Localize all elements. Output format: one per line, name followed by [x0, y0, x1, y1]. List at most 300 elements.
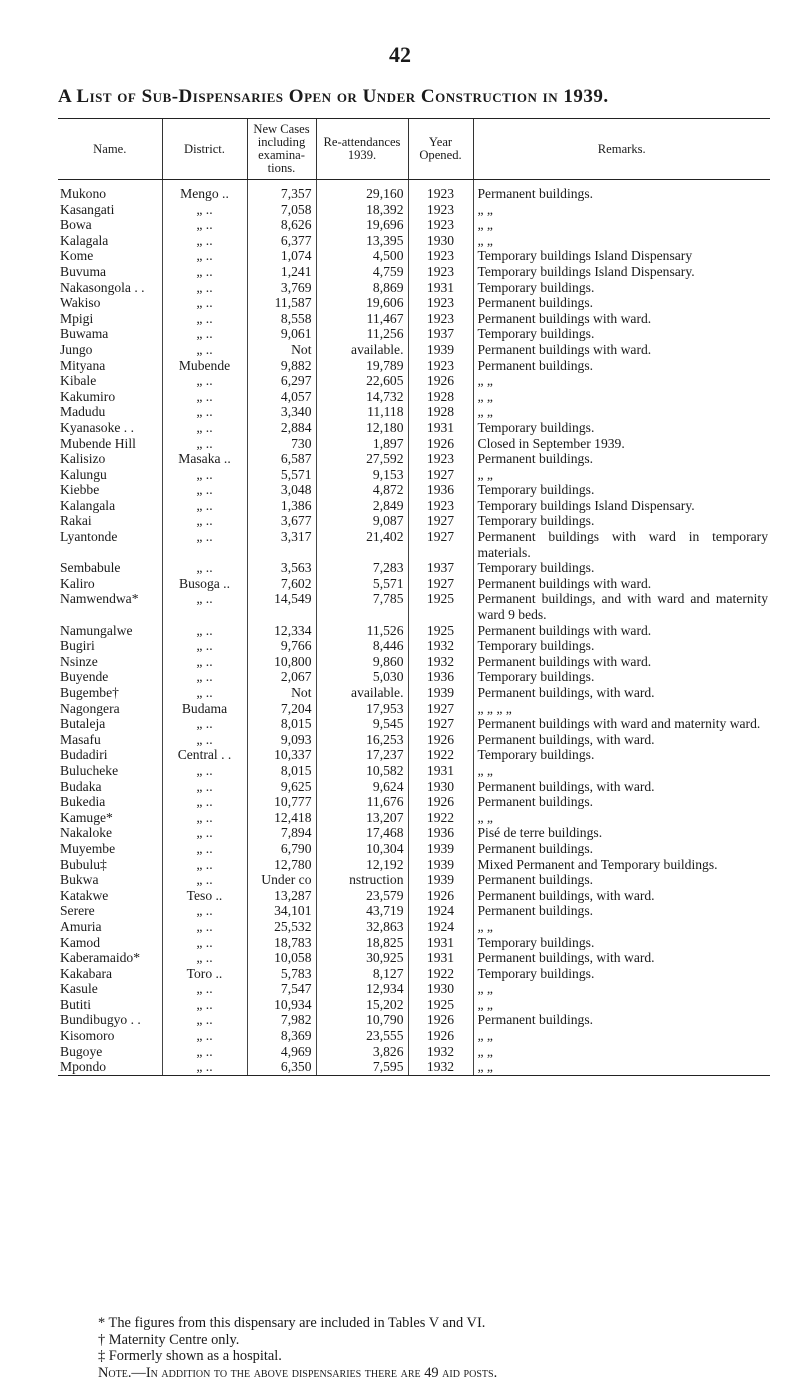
- table-row: [58, 591, 770, 622]
- column-header-reattendances: Re-attendances 1939.: [316, 119, 408, 180]
- cell-year-opened: 1926: [408, 794, 473, 810]
- cell-reattendances: 7,283: [316, 560, 408, 576]
- cell-new-cases: 5,571: [247, 467, 316, 483]
- cell-remarks: „ „: [473, 217, 770, 233]
- cell-remarks: Permanent buildings.: [473, 872, 770, 888]
- cell-name: Katakwe: [60, 887, 109, 903]
- cell-reattendances: available.: [316, 342, 408, 358]
- cell-remarks: „ „: [473, 763, 770, 779]
- cell-new-cases: 7,204: [247, 701, 316, 717]
- cell-year-opened: 1923: [408, 217, 473, 233]
- cell-year-opened: 1927: [408, 701, 473, 717]
- cell-year-opened: 1927: [408, 513, 473, 529]
- table-row: [58, 903, 770, 919]
- cell-district: Budama: [162, 701, 247, 717]
- cell-remarks: Permanent buildings with ward.: [473, 654, 770, 670]
- cell-remarks: Temporary buildings.: [473, 420, 770, 436]
- cell-district: Toro ..: [162, 966, 247, 982]
- cell-district: „ ..: [162, 903, 247, 919]
- table-row: [58, 919, 770, 935]
- cell-district: „ ..: [162, 280, 247, 296]
- cell-year-opened: 1932: [408, 1044, 473, 1060]
- cell-year-opened: 1922: [408, 747, 473, 763]
- cell-name: Kaliro: [60, 575, 95, 591]
- cell-year-opened: 1931: [408, 935, 473, 951]
- cell-remarks: Temporary buildings Island Dispensary.: [473, 498, 770, 514]
- cell-name: Amuria: [60, 918, 102, 934]
- cell-remarks: „ „: [473, 997, 770, 1013]
- table-row: [58, 810, 770, 826]
- cell-district: „ ..: [162, 732, 247, 748]
- cell-name: Kaberamaido*: [60, 950, 141, 966]
- cell-name: Kamod: [60, 934, 101, 950]
- cell-reattendances: 16,253: [316, 732, 408, 748]
- cell-district: Mengo ..: [162, 180, 247, 202]
- cell-year-opened: 1926: [408, 732, 473, 748]
- cell-name: Buwama: [60, 326, 109, 342]
- table-row: [58, 342, 770, 358]
- cell-reattendances: 13,207: [316, 810, 408, 826]
- table-row: [58, 857, 770, 873]
- cell-district: „ ..: [162, 342, 247, 358]
- cell-remarks: Closed in September 1939.: [473, 436, 770, 452]
- cell-district: Teso ..: [162, 888, 247, 904]
- cell-new-cases: 8,558: [247, 311, 316, 327]
- cell-name: Mubende Hill: [60, 435, 136, 451]
- table-row: [58, 295, 770, 311]
- cell-district: „ ..: [162, 779, 247, 795]
- cell-name: Namwendwa*: [60, 591, 139, 607]
- table-row: [58, 529, 770, 560]
- cell-year-opened: 1927: [408, 467, 473, 483]
- cell-new-cases: 4,969: [247, 1044, 316, 1060]
- cell-reattendances: 11,118: [316, 404, 408, 420]
- cell-new-cases: 13,287: [247, 888, 316, 904]
- cell-reattendances: 23,579: [316, 888, 408, 904]
- cell-year-opened: 1922: [408, 966, 473, 982]
- cell-district: „ ..: [162, 669, 247, 685]
- cell-district: „ ..: [162, 935, 247, 951]
- cell-district: „ ..: [162, 217, 247, 233]
- table-row: [58, 1012, 770, 1028]
- table-row: [58, 420, 770, 436]
- footnotes: [58, 1315, 770, 1381]
- cell-remarks: Permanent buildings.: [473, 1012, 770, 1028]
- table-row: [58, 950, 770, 966]
- cell-district: „ ..: [162, 872, 247, 888]
- cell-new-cases: 9,061: [247, 326, 316, 342]
- cell-reattendances: 29,160: [316, 180, 408, 202]
- table-row: [58, 1044, 770, 1060]
- cell-reattendances: 11,256: [316, 326, 408, 342]
- cell-remarks: Permanent buildings.: [473, 841, 770, 857]
- cell-year-opened: 1932: [408, 638, 473, 654]
- cell-name: Rakai: [60, 513, 92, 529]
- cell-year-opened: 1922: [408, 810, 473, 826]
- table-row: [58, 373, 770, 389]
- cell-reattendances: 9,860: [316, 654, 408, 670]
- cell-remarks: Permanent buildings with ward and maternity ward.: [473, 716, 770, 732]
- cell-district: „ ..: [162, 1044, 247, 1060]
- cell-year-opened: 1927: [408, 716, 473, 732]
- cell-reattendances: 27,592: [316, 451, 408, 467]
- cell-district: „ ..: [162, 1028, 247, 1044]
- cell-remarks: „ „: [473, 981, 770, 997]
- cell-remarks: Permanent buildings.: [473, 358, 770, 374]
- cell-district: „ ..: [162, 326, 247, 342]
- cell-remarks: Temporary buildings.: [473, 638, 770, 654]
- cell-district: „ ..: [162, 841, 247, 857]
- cell-remarks: Temporary buildings.: [473, 747, 770, 763]
- cell-district: „ ..: [162, 498, 247, 514]
- table-row: [58, 685, 770, 701]
- cell-remarks: „ „ „ „: [473, 701, 770, 717]
- cell-new-cases: 10,777: [247, 794, 316, 810]
- cell-reattendances: 2,849: [316, 498, 408, 514]
- cell-new-cases: 6,587: [247, 451, 316, 467]
- cell-remarks: Temporary buildings Island Dispensary.: [473, 264, 770, 280]
- cell-name: Nakasongola . .: [60, 279, 145, 295]
- cell-remarks: Temporary buildings.: [473, 966, 770, 982]
- cell-remarks: „ „: [473, 1028, 770, 1044]
- cell-reattendances: 5,030: [316, 669, 408, 685]
- cell-year-opened: 1932: [408, 654, 473, 670]
- cell-new-cases: 3,769: [247, 280, 316, 296]
- table-row: [58, 701, 770, 717]
- cell-year-opened: 1926: [408, 1028, 473, 1044]
- cell-remarks: „ „: [473, 373, 770, 389]
- cell-new-cases: Not: [247, 342, 316, 358]
- cell-district: „ ..: [162, 467, 247, 483]
- table-row: [58, 825, 770, 841]
- cell-new-cases: 4,057: [247, 389, 316, 405]
- cell-year-opened: 1939: [408, 342, 473, 358]
- cell-new-cases: 7,357: [247, 180, 316, 202]
- cell-name: Butaleja: [60, 716, 106, 732]
- cell-new-cases: 11,587: [247, 295, 316, 311]
- cell-new-cases: 9,625: [247, 779, 316, 795]
- cell-reattendances: 13,395: [316, 233, 408, 249]
- cell-reattendances: 19,789: [316, 358, 408, 374]
- cell-reattendances: 7,595: [316, 1059, 408, 1075]
- cell-year-opened: 1923: [408, 358, 473, 374]
- cell-reattendances: 8,446: [316, 638, 408, 654]
- cell-reattendances: 4,500: [316, 248, 408, 264]
- cell-new-cases: 6,350: [247, 1059, 316, 1075]
- cell-district: Busoga ..: [162, 576, 247, 592]
- cell-name: Kalagala: [60, 232, 109, 248]
- cell-new-cases: 9,766: [247, 638, 316, 654]
- cell-year-opened: 1924: [408, 919, 473, 935]
- cell-reattendances: nstruction: [316, 872, 408, 888]
- table-row: [58, 451, 770, 467]
- cell-name: Mukono: [60, 186, 107, 201]
- cell-district: „ ..: [162, 404, 247, 420]
- table-row: [58, 436, 770, 452]
- cell-reattendances: 12,192: [316, 857, 408, 873]
- cell-remarks: Temporary buildings.: [473, 326, 770, 342]
- cell-reattendances: 8,869: [316, 280, 408, 296]
- cell-name: Bugiri: [60, 638, 95, 654]
- cell-new-cases: 7,894: [247, 825, 316, 841]
- cell-remarks: Permanent buildings.: [473, 794, 770, 810]
- table-row: [58, 576, 770, 592]
- table-row: [58, 638, 770, 654]
- cell-year-opened: 1930: [408, 779, 473, 795]
- cell-remarks: Permanent buildings, with ward.: [473, 732, 770, 748]
- cell-new-cases: 6,377: [247, 233, 316, 249]
- cell-reattendances: 9,624: [316, 779, 408, 795]
- cell-reattendances: 12,180: [316, 420, 408, 436]
- cell-new-cases: 3,048: [247, 482, 316, 498]
- cell-year-opened: 1936: [408, 482, 473, 498]
- cell-name: Sembabule: [60, 560, 121, 576]
- cell-new-cases: 6,297: [247, 373, 316, 389]
- cell-name: Kakumiro: [60, 388, 116, 404]
- table-row: [58, 966, 770, 982]
- table-row: [58, 1028, 770, 1044]
- table-row: [58, 654, 770, 670]
- table-row: [58, 841, 770, 857]
- table-row: [58, 763, 770, 779]
- cell-reattendances: 9,153: [316, 467, 408, 483]
- cell-district: „ ..: [162, 482, 247, 498]
- cell-remarks: Temporary buildings.: [473, 280, 770, 296]
- table-row: [58, 404, 770, 420]
- cell-reattendances: 9,545: [316, 716, 408, 732]
- table-row: [58, 248, 770, 264]
- cell-district: „ ..: [162, 373, 247, 389]
- cell-year-opened: 1930: [408, 233, 473, 249]
- cell-name: Bukedia: [60, 794, 106, 810]
- cell-new-cases: 3,563: [247, 560, 316, 576]
- cell-year-opened: 1936: [408, 825, 473, 841]
- cell-name: Budadiri: [60, 747, 108, 763]
- cell-remarks: Permanent buildings with ward.: [473, 576, 770, 592]
- cell-reattendances: 10,304: [316, 841, 408, 857]
- cell-remarks: Temporary buildings.: [473, 482, 770, 498]
- cell-name: Kome: [60, 248, 94, 264]
- cell-new-cases: 10,058: [247, 950, 316, 966]
- table-row: [58, 747, 770, 763]
- cell-remarks: „ „: [473, 1044, 770, 1060]
- table-row: [58, 1059, 770, 1075]
- cell-remarks: „ „: [473, 919, 770, 935]
- cell-district: „ ..: [162, 716, 247, 732]
- cell-year-opened: 1939: [408, 872, 473, 888]
- cell-reattendances: 15,202: [316, 997, 408, 1013]
- table-header-row: [58, 119, 770, 180]
- table-body: [58, 180, 770, 1076]
- cell-district: „ ..: [162, 233, 247, 249]
- cell-year-opened: 1931: [408, 950, 473, 966]
- cell-name: Nagongera: [60, 700, 120, 716]
- cell-remarks: Temporary buildings Island Dispensary: [473, 248, 770, 264]
- cell-new-cases: 1,241: [247, 264, 316, 280]
- cell-name: Masafu: [60, 731, 101, 747]
- cell-reattendances: 3,826: [316, 1044, 408, 1060]
- cell-remarks: Permanent buildings with ward.: [473, 311, 770, 327]
- cell-district: Central . .: [162, 747, 247, 763]
- cell-year-opened: 1923: [408, 311, 473, 327]
- cell-new-cases: 8,015: [247, 716, 316, 732]
- cell-year-opened: 1925: [408, 591, 473, 622]
- cell-remarks: „ „: [473, 467, 770, 483]
- table-row: [58, 794, 770, 810]
- cell-reattendances: 8,127: [316, 966, 408, 982]
- cell-new-cases: 7,547: [247, 981, 316, 997]
- cell-reattendances: 21,402: [316, 529, 408, 560]
- cell-district: „ ..: [162, 248, 247, 264]
- cell-year-opened: 1939: [408, 857, 473, 873]
- column-header-year-opened: Year Opened.: [408, 119, 473, 180]
- cell-new-cases: 10,337: [247, 747, 316, 763]
- cell-year-opened: 1924: [408, 903, 473, 919]
- cell-reattendances: 30,925: [316, 950, 408, 966]
- cell-reattendances: 17,237: [316, 747, 408, 763]
- cell-name: Namungalwe: [60, 622, 133, 638]
- cell-name: Jungo: [60, 341, 93, 357]
- cell-district: „ ..: [162, 295, 247, 311]
- cell-new-cases: 3,677: [247, 513, 316, 529]
- cell-remarks: Permanent buildings, and with ward and maternity ward 9 beds.: [473, 591, 770, 622]
- cell-year-opened: 1937: [408, 326, 473, 342]
- cell-district: „ ..: [162, 919, 247, 935]
- cell-name: Buvuma: [60, 263, 107, 279]
- cell-year-opened: 1939: [408, 685, 473, 701]
- cell-year-opened: 1936: [408, 669, 473, 685]
- cell-district: „ ..: [162, 997, 247, 1013]
- cell-remarks: Permanent buildings, with ward.: [473, 685, 770, 701]
- cell-district: „ ..: [162, 654, 247, 670]
- table-row: [58, 888, 770, 904]
- cell-new-cases: 12,418: [247, 810, 316, 826]
- table-row: [58, 623, 770, 639]
- cell-remarks: Permanent buildings, with ward.: [473, 888, 770, 904]
- cell-new-cases: 2,067: [247, 669, 316, 685]
- table-row: [58, 498, 770, 514]
- cell-name: Bundibugyo . .: [60, 1012, 141, 1028]
- table-row: [58, 935, 770, 951]
- cell-name: Mityana: [60, 357, 106, 373]
- cell-new-cases: 1,074: [247, 248, 316, 264]
- cell-reattendances: 10,790: [316, 1012, 408, 1028]
- cell-reattendances: 43,719: [316, 903, 408, 919]
- cell-name: Wakiso: [60, 295, 101, 311]
- cell-district: „ ..: [162, 311, 247, 327]
- table-row: [58, 264, 770, 280]
- cell-district: „ ..: [162, 1012, 247, 1028]
- footnote-dagger: † Maternity Centre only.: [98, 1331, 240, 1348]
- cell-remarks: Permanent buildings with ward in temporary materials.: [473, 529, 770, 560]
- cell-remarks: Permanent buildings.: [473, 903, 770, 919]
- cell-reattendances: 12,934: [316, 981, 408, 997]
- cell-new-cases: 12,780: [247, 857, 316, 873]
- cell-new-cases: 10,934: [247, 997, 316, 1013]
- cell-year-opened: 1927: [408, 576, 473, 592]
- cell-year-opened: 1927: [408, 529, 473, 560]
- cell-name: Bugembe†: [60, 685, 119, 700]
- cell-new-cases: 7,058: [247, 202, 316, 218]
- cell-new-cases: 9,093: [247, 732, 316, 748]
- footnote-asterisk: * The figures from this dispensary are included in Tables V and VI.: [98, 1315, 486, 1331]
- table-row: [58, 779, 770, 795]
- cell-new-cases: 6,790: [247, 841, 316, 857]
- cell-year-opened: 1926: [408, 373, 473, 389]
- cell-district: „ ..: [162, 264, 247, 280]
- cell-year-opened: 1928: [408, 389, 473, 405]
- cell-new-cases: 25,532: [247, 919, 316, 935]
- table-row: [58, 716, 770, 732]
- cell-reattendances: 18,392: [316, 202, 408, 218]
- cell-new-cases: 1,386: [247, 498, 316, 514]
- cell-district: „ ..: [162, 981, 247, 997]
- cell-new-cases: 3,340: [247, 404, 316, 420]
- cell-year-opened: 1930: [408, 981, 473, 997]
- cell-district: „ ..: [162, 623, 247, 639]
- cell-remarks: Permanent buildings with ward.: [473, 623, 770, 639]
- cell-name: Kakabara: [60, 965, 113, 981]
- cell-remarks: „ „: [473, 404, 770, 420]
- cell-year-opened: 1931: [408, 420, 473, 436]
- cell-year-opened: 1923: [408, 451, 473, 467]
- table-row: [58, 389, 770, 405]
- table-row: [58, 513, 770, 529]
- cell-name: Bulucheke: [60, 762, 119, 778]
- cell-reattendances: 5,571: [316, 576, 408, 592]
- page-number: 42: [389, 42, 411, 67]
- cell-remarks: Temporary buildings.: [473, 513, 770, 529]
- cell-name: Nsinze: [60, 653, 98, 669]
- column-header-remarks: Remarks.: [473, 119, 770, 180]
- cell-remarks: Temporary buildings.: [473, 669, 770, 685]
- cell-name: Kyanasoke . .: [60, 419, 134, 435]
- cell-year-opened: 1925: [408, 623, 473, 639]
- cell-year-opened: 1926: [408, 436, 473, 452]
- cell-remarks: Temporary buildings.: [473, 935, 770, 951]
- cell-reattendances: 22,605: [316, 373, 408, 389]
- column-header-district: District.: [162, 119, 247, 180]
- cell-reattendances: 14,732: [316, 389, 408, 405]
- cell-year-opened: 1923: [408, 202, 473, 218]
- cell-new-cases: 14,549: [247, 591, 316, 622]
- cell-reattendances: 4,872: [316, 482, 408, 498]
- cell-reattendances: 18,825: [316, 935, 408, 951]
- cell-new-cases: Not: [247, 685, 316, 701]
- cell-name: Kasangati: [60, 201, 115, 217]
- cell-remarks: Permanent buildings.: [473, 451, 770, 467]
- cell-reattendances: 4,759: [316, 264, 408, 280]
- cell-new-cases: 730: [247, 436, 316, 452]
- footnote-double-dagger: ‡ Formerly shown as a hospital.: [98, 1348, 282, 1364]
- cell-year-opened: 1923: [408, 264, 473, 280]
- cell-reattendances: 11,467: [316, 311, 408, 327]
- table-row: [58, 560, 770, 576]
- cell-district: Mubende: [162, 358, 247, 374]
- cell-year-opened: 1923: [408, 498, 473, 514]
- cell-district: „ ..: [162, 1059, 247, 1075]
- cell-district: „ ..: [162, 638, 247, 654]
- table-row: [58, 669, 770, 685]
- cell-year-opened: 1925: [408, 997, 473, 1013]
- cell-reattendances: 11,526: [316, 623, 408, 639]
- table-row: [58, 997, 770, 1013]
- cell-new-cases: Under co: [247, 872, 316, 888]
- table-row: [58, 326, 770, 342]
- cell-name: Bowa: [60, 217, 92, 233]
- cell-district: „ ..: [162, 202, 247, 218]
- cell-new-cases: 10,800: [247, 654, 316, 670]
